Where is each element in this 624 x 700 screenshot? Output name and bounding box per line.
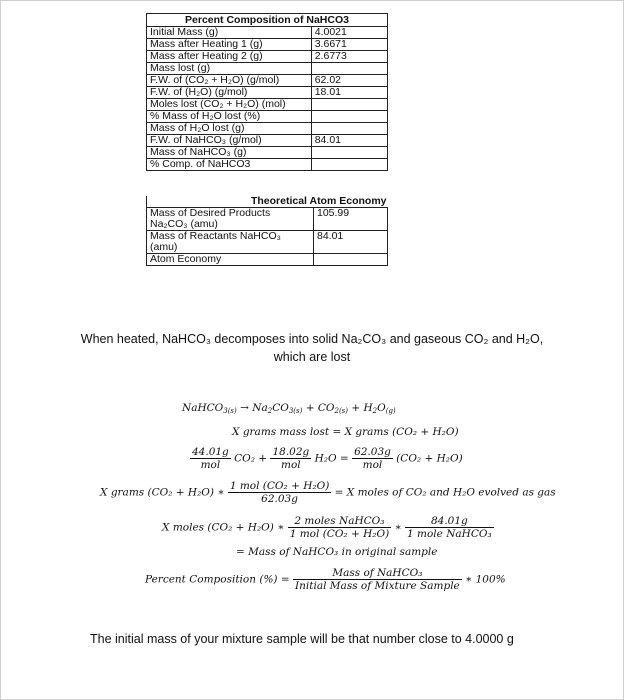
comp-row [147, 27, 388, 39]
composition-table [146, 13, 388, 171]
econ-row [147, 208, 388, 231]
econ-row [147, 231, 388, 254]
comp-row-value: 18.01 [311, 87, 387, 99]
percent-eq-suffix: ∗ 100% [465, 573, 506, 586]
moles-eq-den: 62.03g [261, 493, 298, 505]
percent-composition-equation [145, 567, 506, 592]
comp-row-label: F.W. of (CO₂ + H₂O) (g/mol) [147, 75, 312, 87]
moles-eq-prefix: X grams (CO₂ + H₂O) ∗ [100, 486, 225, 499]
comp-row [147, 123, 388, 135]
percent-eq-prefix: Percent Composition (%) = [145, 573, 290, 586]
comp-row-label: Initial Mass (g) [147, 27, 312, 39]
comp-row-value [311, 111, 387, 123]
econ-row-value: 105.99 [314, 208, 388, 231]
moles-evolved-equation [100, 480, 556, 505]
comp-row-value [311, 147, 387, 159]
mass-lost-equation: X grams mass lost = X grams (CO₂ + H₂O) [232, 426, 459, 438]
comp-row-value [311, 159, 387, 171]
percent-eq-num: Mass of NaHCO₃ [293, 567, 462, 580]
econ-row-label: Atom Economy [147, 254, 314, 266]
fw-total-num: 62.03g [354, 446, 391, 458]
comp-row-label: Moles lost (CO₂ + H₂O) (mol) [147, 99, 312, 111]
fw-co2-label: CO₂ + [234, 452, 268, 465]
comp-row-label: F.W. of NaHCO₃ (g/mol) [147, 135, 312, 147]
comp-row [147, 99, 388, 111]
comp-row-value: 2.6773 [311, 51, 387, 63]
atom-economy-title: Theoretical Atom Economy [147, 196, 388, 208]
comp-row [147, 51, 388, 63]
mass-eq-num-2: 84.01g [405, 515, 494, 528]
econ-row-label: Mass of Desired Products Na₂CO₃ (amu) [147, 208, 314, 231]
comp-row [147, 147, 388, 159]
comp-row [147, 63, 388, 75]
comp-row-label: Mass of H₂O lost (g) [147, 123, 312, 135]
comp-row-value: 4.0021 [311, 27, 387, 39]
comp-row [147, 135, 388, 147]
comp-row [147, 39, 388, 51]
percent-eq-den: Initial Mass of Mixture Sample [295, 580, 460, 592]
comp-row-value [311, 63, 387, 75]
decomposition-paragraph [60, 330, 564, 366]
atom-economy-table [146, 196, 388, 266]
mass-eq-den-1: 1 mol (CO₂ + H₂O) [289, 528, 390, 540]
comp-row [147, 87, 388, 99]
paragraph-line-2: which are lost [273, 350, 351, 364]
comp-row [147, 159, 388, 171]
econ-row-value [314, 254, 388, 266]
composition-table-title: Percent Composition of NaHCO3 [147, 14, 388, 27]
fw-co2-num: 44.01g [192, 446, 229, 458]
comp-row-label: Mass lost (g) [147, 63, 312, 75]
comp-row-label: Mass after Heating 2 (g) [147, 51, 312, 63]
fw-total-den: mol [362, 459, 383, 471]
comp-row-value: 3.6671 [311, 39, 387, 51]
econ-row-value: 84.01 [314, 231, 388, 254]
comp-row-value [311, 99, 387, 111]
mass-original-sample-line: = Mass of NaHCO₃ in original sample [236, 546, 438, 558]
comp-row-label: % Comp. of NaHCO3 [147, 159, 312, 171]
mass-nahco3-equation: X moles (CO₂ + H₂O) ∗ $\frac{\text{2 moles NaHCO₃}}{\text{1 mol (CO₂ + H₂O)}}$ ∗ $\frac{84.01g}{\text{1 mole NaHCO₃}}$ [162, 515, 492, 540]
mass-eq-prefix: X moles (CO₂ + H₂O) ∗ [162, 521, 285, 534]
fw-co2-den: mol [200, 459, 221, 471]
initial-mass-note: The initial mass of your mixture sample will be that number close to 4.0000 g [90, 632, 514, 646]
econ-row-label: Mass of Reactants NaHCO₃ (amu) [147, 231, 314, 254]
comp-row-value: 62.02 [311, 75, 387, 87]
formula-weight-equation [190, 446, 463, 471]
comp-row-value: 84.01 [311, 135, 387, 147]
econ-row [147, 254, 388, 266]
fw-h2o-den: mol [281, 459, 301, 471]
mass-eq-den-2: 1 mole NaHCO₃ [407, 528, 492, 540]
reaction-equation: NaHCO$_{3(s)}$ → $Na_2CO_{3(s)} + CO_{2(s)} + H_2O_{(g)}$ [182, 402, 396, 415]
fw-total-label: (CO₂ + H₂O) [396, 452, 463, 465]
comp-row [147, 111, 388, 123]
comp-row-label: F.W. of (H₂O) (g/mol) [147, 87, 312, 99]
mass-eq-num-1: 2 moles NaHCO₃ [288, 515, 391, 528]
comp-row-label: Mass after Heating 1 (g) [147, 39, 312, 51]
moles-eq-num: 1 mol (CO₂ + H₂O) [229, 480, 330, 492]
comp-row-label: % Mass of H₂O lost (%) [147, 111, 312, 123]
comp-row [147, 75, 388, 87]
fw-h2o-label: H₂O = [314, 452, 349, 465]
comp-row-value [311, 123, 387, 135]
comp-row-label: Mass of NaHCO₃ (g) [147, 147, 312, 159]
paragraph-line-1: When heated, NaHCO₃ decomposes into solid Na₂CO₃ and gaseous CO₂ and H₂O, [80, 332, 544, 346]
moles-eq-suffix: = X moles of CO₂ and H₂O evolved as gas [334, 486, 556, 499]
fw-h2o-num: 18.02g [272, 446, 310, 458]
